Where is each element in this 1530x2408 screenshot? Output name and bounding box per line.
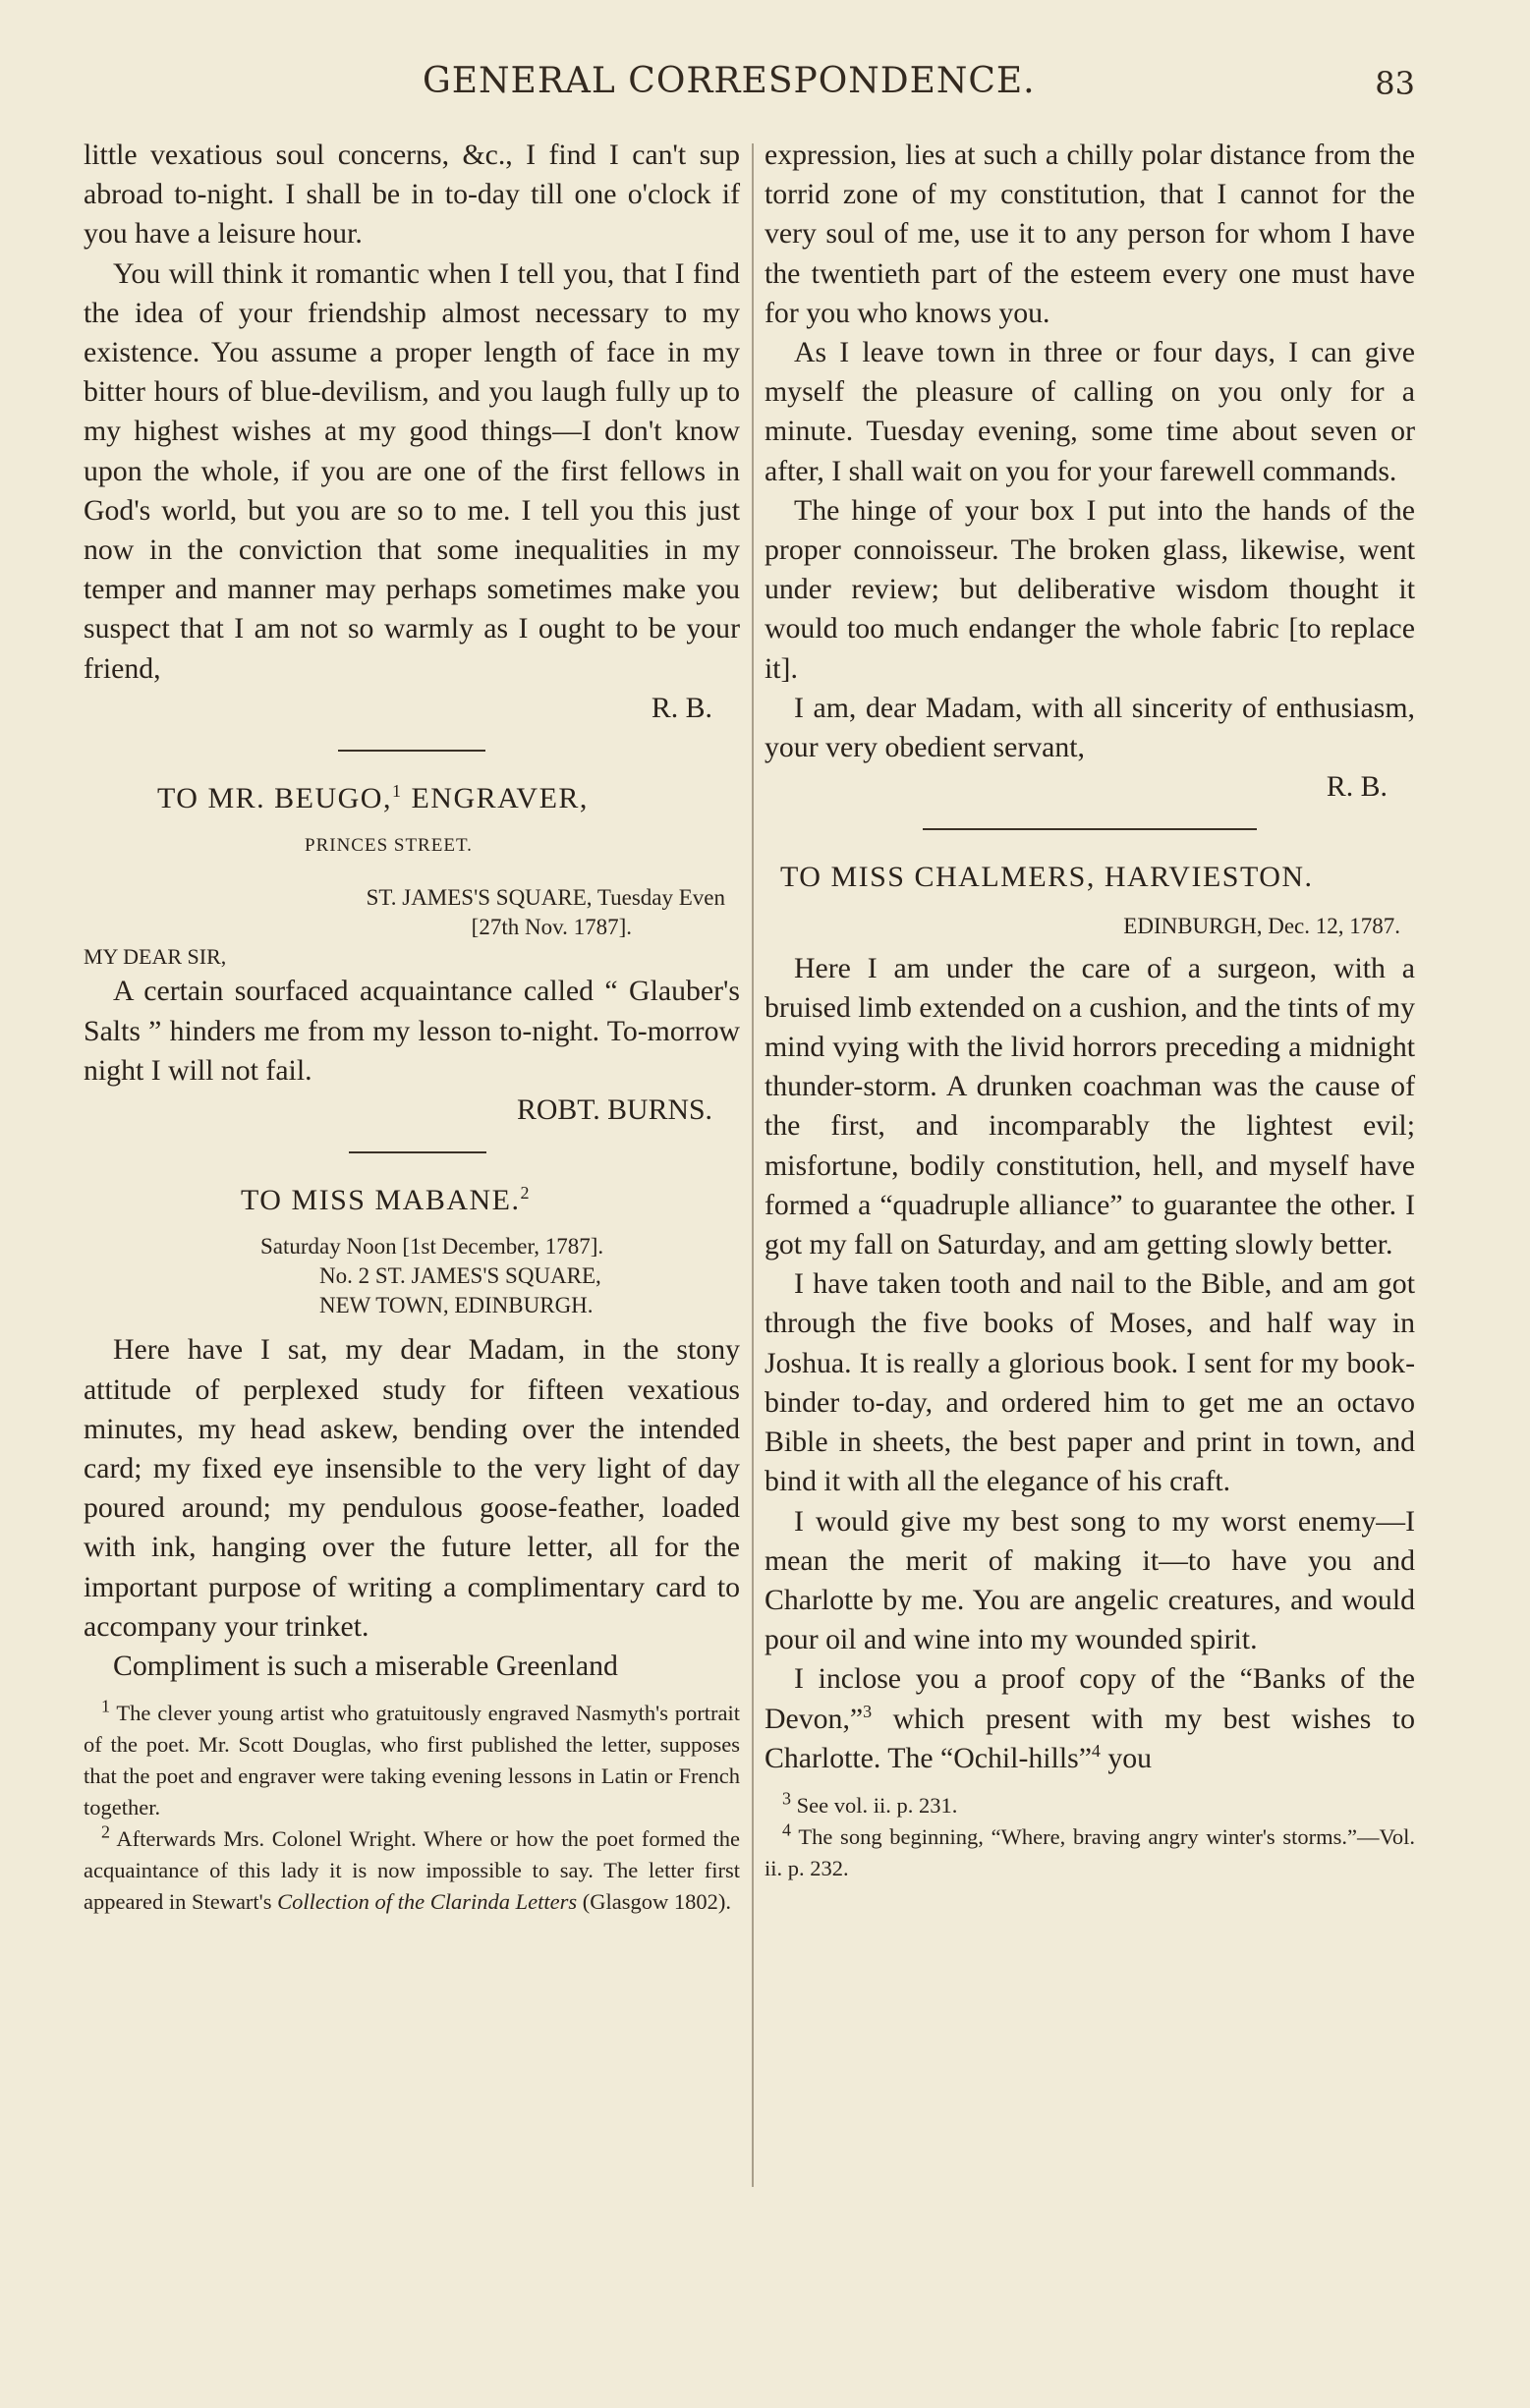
footnote bbox=[765, 1821, 1415, 1884]
footnote bbox=[765, 1790, 1415, 1821]
heading-text: TO MR. BEUGO, bbox=[157, 782, 392, 815]
footnote-text: See vol. ii. p. 231. bbox=[796, 1792, 958, 1818]
heading-text: TO MISS MABANE. bbox=[241, 1184, 521, 1217]
footnote-ref: 4 bbox=[1091, 1740, 1101, 1761]
footnote-mark: 2 bbox=[101, 1821, 110, 1842]
footnote-mark: 1 bbox=[101, 1696, 110, 1716]
paragraph: Compliment is such a miserable Greenland bbox=[113, 1650, 618, 1683]
column-rule bbox=[752, 143, 754, 2187]
footnote-ref: 1 bbox=[391, 781, 403, 802]
paragraph: I have taken tooth and nail to the Bible, and am got through the five books of Moses, and half way in Joshua. It is really a glorious book. I sent for my book-binder to-day, and ordered him to get me an octavo Bible in sheets, the best paper and print in town, and bind it with all the elegance of his craft. bbox=[765, 1267, 1415, 1498]
signature: R. B. bbox=[651, 691, 712, 724]
footnotes bbox=[84, 1698, 740, 1918]
continued-paragraph: expression, lies at such a chilly polar distance from the torrid zone of my constitution, that I cannot for the very soul of me, use it to any person for whom I have the twentieth part of the esteem every one must have for you who knows you. bbox=[765, 139, 1415, 329]
book-title: Collection of the Clarinda Letters bbox=[277, 1889, 578, 1915]
letter-subheading: PRINCES STREET. bbox=[305, 835, 473, 857]
paragraph: The hinge of your box I put into the hands of the proper connoisseur. The broken glass, likewise, went under review; but deliberative wisdom thought it would too much endanger the whole fabric [to replace it]. bbox=[765, 493, 1415, 685]
paragraph: Here have I sat, my dear Madam, in the stony attitude of perplexed study for fifteen vexatious minutes, my head askew, bending over the intended card; my fixed eye insensible to the very light of day poured around; my pendulous goose-feather, loaded with ink, hanging over the future letter, all for the important purpose of writing a complimentary card to accompany your trinket. bbox=[84, 1333, 740, 1643]
salutation: MY DEAR SIR, bbox=[84, 944, 227, 970]
paragraph: You will think it romantic when I tell you, that I find the idea of your friendship almost necessary to my existence. You assume a proper length of face in my bitter hours of blue-devilism, and you laugh fully up to my highest wishes at my good things—I don't know upon the whole, if you are one of the first fellows in God's world, but you are so to me. I tell you this just now in the conviction that some inequalities in my temper and manner may perhaps sometimes make you suspect that I am not so warmly as I ought to be your friend, bbox=[84, 256, 740, 685]
running-head: GENERAL CORRESPONDENCE. bbox=[423, 61, 1036, 101]
paragraph: I would give my best song to my worst enemy—I mean the merit of making it—to have you and Charlotte by me. You are angelic creatures, and would pour oil and wine into my wounded spirit. bbox=[765, 1504, 1415, 1656]
footnote-text: (Glasgow 1802). bbox=[577, 1889, 731, 1915]
dateline: ST. JAMES'S SQUARE, Tuesday Even bbox=[366, 885, 725, 911]
dateline: Saturday Noon [1st December, 1787]. bbox=[260, 1234, 604, 1260]
signature: ROBT. BURNS. bbox=[517, 1093, 712, 1127]
footnote bbox=[84, 1698, 740, 1823]
dateline: NEW TOWN, EDINBURGH. bbox=[319, 1293, 594, 1318]
section-divider bbox=[349, 1151, 486, 1153]
left-column bbox=[84, 136, 740, 1918]
footnote-text: The clever young artist who gratuitously engraved Nasmyth's portrait of the poet. Mr. Scott Douglas, who first published the letter, supposes that the poet and engraver were taking evening lessons in Latin or French together. bbox=[84, 1701, 740, 1820]
footnote-mark: 3 bbox=[782, 1788, 791, 1809]
paragraph bbox=[765, 1659, 1415, 1778]
footnotes bbox=[765, 1790, 1415, 1884]
heading-text: ENGRAVER, bbox=[402, 782, 589, 815]
footnote-ref: 3 bbox=[863, 1701, 873, 1721]
continued-paragraph: little vexatious soul concerns, &c., I find I can't sup abroad to-night. I shall be in to-day till one o'clock if you have a leisure hour. bbox=[84, 139, 740, 251]
dateline: [27th Nov. 1787]. bbox=[471, 915, 632, 940]
paragraph-text: I inclose you a proof copy of the “Banks of the Devon,” bbox=[765, 1662, 1415, 1735]
letter-heading: TO MISS CHALMERS, HARVIESTON. bbox=[780, 861, 1314, 894]
letter-heading bbox=[84, 1181, 740, 1220]
dateline: No. 2 ST. JAMES'S SQUARE, bbox=[319, 1263, 601, 1289]
footnote-mark: 4 bbox=[782, 1820, 791, 1840]
paragraph: A certain sourfaced acquaintance called “ Glauber's Salts ” hinders me from my lesson to-night. To-morrow night I will not fail. bbox=[84, 975, 740, 1087]
footnote-ref: 2 bbox=[520, 1183, 531, 1204]
paragraph: As I leave town in three or four days, I can give myself the pleasure of calling on you only for a minute. Tuesday evening, some time about seven or after, I shall wait on you for your farewell commands. bbox=[765, 336, 1415, 487]
paragraph-text: which present with my best wishes to Charlotte. The “Ochil-hills” bbox=[765, 1702, 1415, 1774]
letter-heading bbox=[84, 779, 740, 818]
paragraph-text: you bbox=[1100, 1741, 1153, 1774]
paragraph: I am, dear Madam, with all sincerity of enthusiasm, your very obedient servant, bbox=[765, 691, 1415, 764]
dateline: EDINBURGH, Dec. 12, 1787. bbox=[1123, 913, 1400, 938]
footnote bbox=[84, 1823, 740, 1918]
footnote-text: Afterwards Mrs. Colonel Wright. Where or how the poet formed the acquaintance of this lady it is now impossible to say. The letter first appeared in Stewart's bbox=[84, 1826, 741, 1915]
section-divider bbox=[923, 828, 1257, 830]
paragraph: Here I am under the care of a surgeon, with a bruised limb extended on a cushion, and the tints of my mind vying with the livid horrors preceding a midnight thunder-storm. A drunken coachman was the cause of the first, and incomparably the lightest evil; misfortune, bodily constitution, hell, and myself have formed a “quadruple alliance” to guarantee the other. I got my fall on Saturday, and am getting slowly better. bbox=[765, 951, 1415, 1261]
signature: R. B. bbox=[1326, 770, 1388, 804]
page-number: 83 bbox=[1375, 65, 1415, 102]
section-divider bbox=[338, 750, 485, 752]
footnote-text: The song beginning, “Where, braving angry winter's storms.”—Vol. ii. p. 232. bbox=[765, 1823, 1416, 1880]
right-column bbox=[765, 136, 1415, 1884]
